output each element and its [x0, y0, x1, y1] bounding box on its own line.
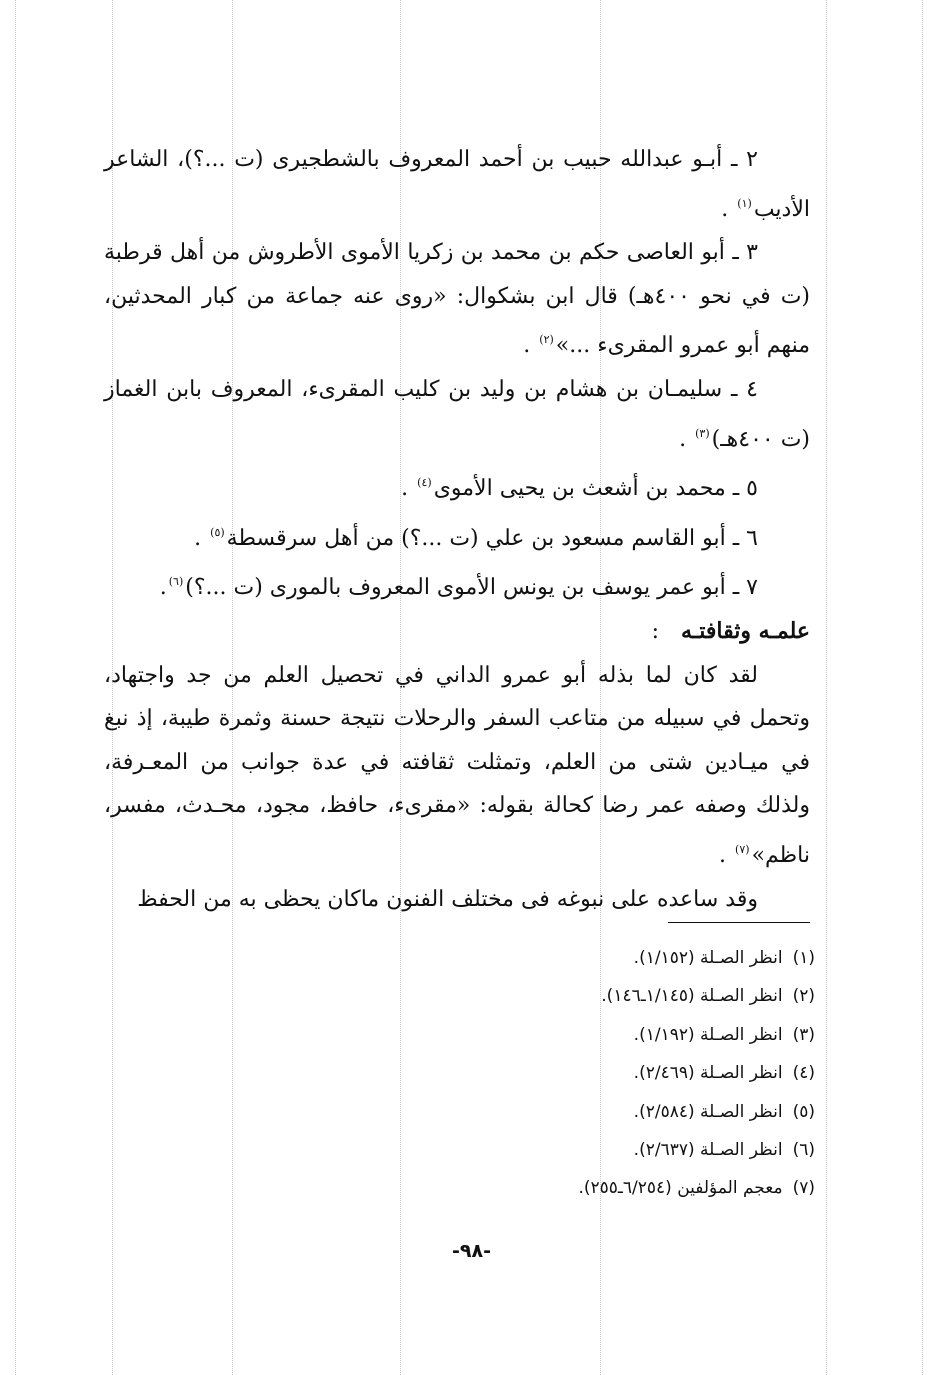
list-item: ٦ ـ أبو القاسم مسعود بن علي (ت ...؟) من أهل سرقسطة$^{(٥)}$ .	[194, 525, 758, 551]
footnote-separator	[668, 922, 810, 923]
footnote: (٢)انظر الصـلة (١/١٤٥ـ١٤٦).	[601, 986, 815, 1007]
list-item: ٧ ـ أبو عمر يوسف بن يونس الأموى المعروف بالمورى (ت ...؟)$^{(٦)}$.	[159, 575, 758, 601]
footnote: (٤)انظر الصـلة (٢/٤٦٩).	[633, 1063, 815, 1084]
footnote-ref[interactable]: (٧)	[735, 842, 750, 856]
footnote: (٥)انظر الصـلة (٢/٥٨٤).	[633, 1101, 815, 1122]
footnote: (٧)معجم المؤلفين (٦/٢٥٤ـ٢٥٥).	[578, 1178, 815, 1199]
main-text	[104, 138, 810, 921]
scan-dotted-line	[826, 0, 827, 1375]
footnote-ref[interactable]: (٦)	[168, 575, 184, 589]
body-paragraph: وقد ساعده على نبوغه فى مختلف الفنون ماكان يحظى به من الحفظ	[137, 886, 758, 912]
list-item: ٢ ـ أبـو عبدالله حبيب بن أحمد المعروف بالشطجيرى (ت ...؟)، الشاعر الأديب$^{(١)}$ .	[104, 147, 810, 222]
scan-dotted-line	[15, 0, 16, 1375]
footnote: (٣)انظر الصـلة (١/١٩٢).	[633, 1024, 815, 1045]
body-paragraph: لقد كان لما بذله أبو عمرو الداني في تحصيل العلم من جد واجتهاد، وتحمل في سبيله من متاعب السفر والرحلات نتيجة حسنة وثمرة طيبة، إذ نبغ في ميـادين شتى من العلم، وتمثلت ثقافته في عدة جوانب من المعـرفة، ولذلك وصفه عمر رضا كحالة بقوله: «مقرىء، حافظ، مجود، محـدث، مفسر، ناظم»$^{(٧)}$ .	[104, 662, 810, 868]
footnotes	[315, 939, 815, 1208]
list-item: ٥ ـ محمد بن أشعث بن يحيى الأموى$^{(٤)}$ .	[401, 476, 758, 502]
list-item: ٣ ـ أبو العاصى حكم بن محمد بن زكريا الأموى الأطروش من أهل قرطبة (ت في نحو ٤٠٠هـ) قال ابن بشكوال: «روى عنه جماعة من كبار المحدثين، منهم أبو عمرو المقرىء ...»$^{(٢)}$ .	[104, 240, 810, 359]
footnote-ref[interactable]: (١)	[737, 196, 752, 210]
page-number: -٩٨-	[452, 1240, 491, 1262]
footnote-ref[interactable]: (٥)	[210, 525, 225, 539]
footnote-ref[interactable]: (٣)	[695, 426, 710, 440]
section-heading: علمـه وثقافتـه:	[651, 617, 810, 644]
footnote: (٦)انظر الصـلة (٢/٦٣٧).	[633, 1140, 815, 1161]
footnote-ref[interactable]: (٤)	[417, 476, 432, 490]
footnote-ref[interactable]: (٢)	[539, 333, 554, 347]
scan-dotted-line	[922, 0, 923, 1375]
list-item: ٤ ـ سليمـان بن هشام بن وليد بن كليب المقرىء، المعروف بابن الغماز (ت ٤٠٠هـ)$^{(٣)}$ .	[104, 376, 810, 452]
footnote: (١)انظر الصـلة (١/١٥٢).	[633, 948, 815, 968]
